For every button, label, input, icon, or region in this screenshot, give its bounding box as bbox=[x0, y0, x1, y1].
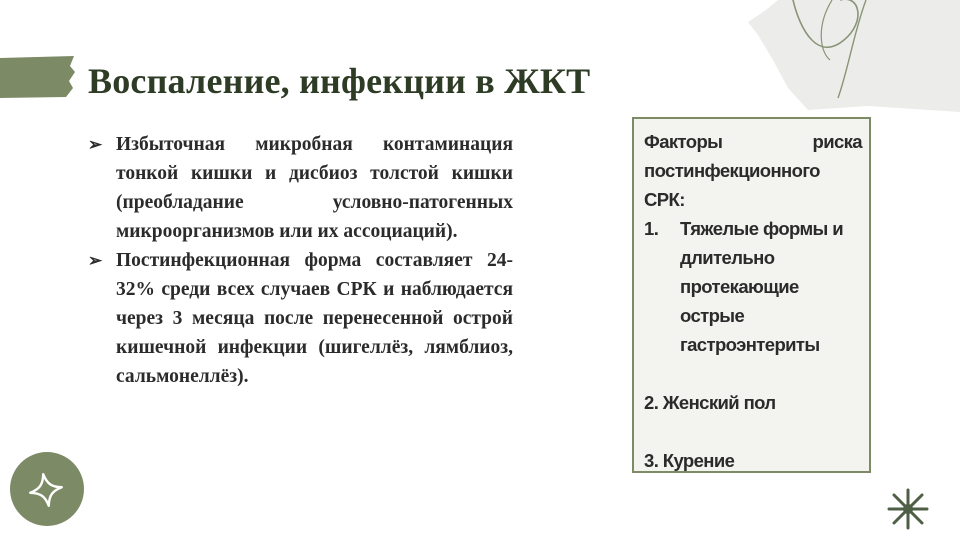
risk-factor-text: Тяжелые формы и длительно протекающие острые гастроэнтериты bbox=[680, 218, 844, 355]
brush-stroke-decoration bbox=[0, 56, 76, 98]
risk-factor-item: 2. Женский пол bbox=[644, 392, 776, 413]
sparkle-star-icon bbox=[10, 452, 84, 526]
risk-factor-number: 1. bbox=[644, 218, 659, 239]
arrow-bullet-icon: ➢ bbox=[88, 251, 103, 270]
risk-factor-item: 3. Курение bbox=[644, 450, 735, 471]
bullet-item bbox=[88, 246, 513, 391]
asterisk-icon bbox=[886, 487, 930, 531]
bullet-text: Избыточная микробная контаминация тонкой кишки и дисбиоз толстой кишки (преобладание условно-патогенных микроорганизмов или их ассоциаций). bbox=[116, 134, 513, 242]
slide-title: Воспаление, инфекции в ЖКТ bbox=[88, 61, 591, 101]
bullet-item bbox=[88, 130, 513, 246]
risk-factors-box bbox=[632, 117, 871, 473]
sparkle-badge bbox=[10, 452, 84, 526]
arrow-bullet-icon: ➢ bbox=[88, 135, 103, 154]
bullet-text: Постинфекционная форма составляет 24-32% среди всех случаев СРК и наблюдается через 3 месяца после перенесенной острой кишечной инфекции (шигеллёз, лямблиоз, сальмонеллёз). bbox=[116, 250, 513, 387]
risk-factors-heading: Факторы риска постинфекционного СРК: bbox=[644, 131, 862, 210]
risk-factor-item bbox=[644, 214, 862, 359]
paper-scribble-decoration bbox=[748, 0, 960, 112]
bullet-list bbox=[88, 130, 513, 391]
